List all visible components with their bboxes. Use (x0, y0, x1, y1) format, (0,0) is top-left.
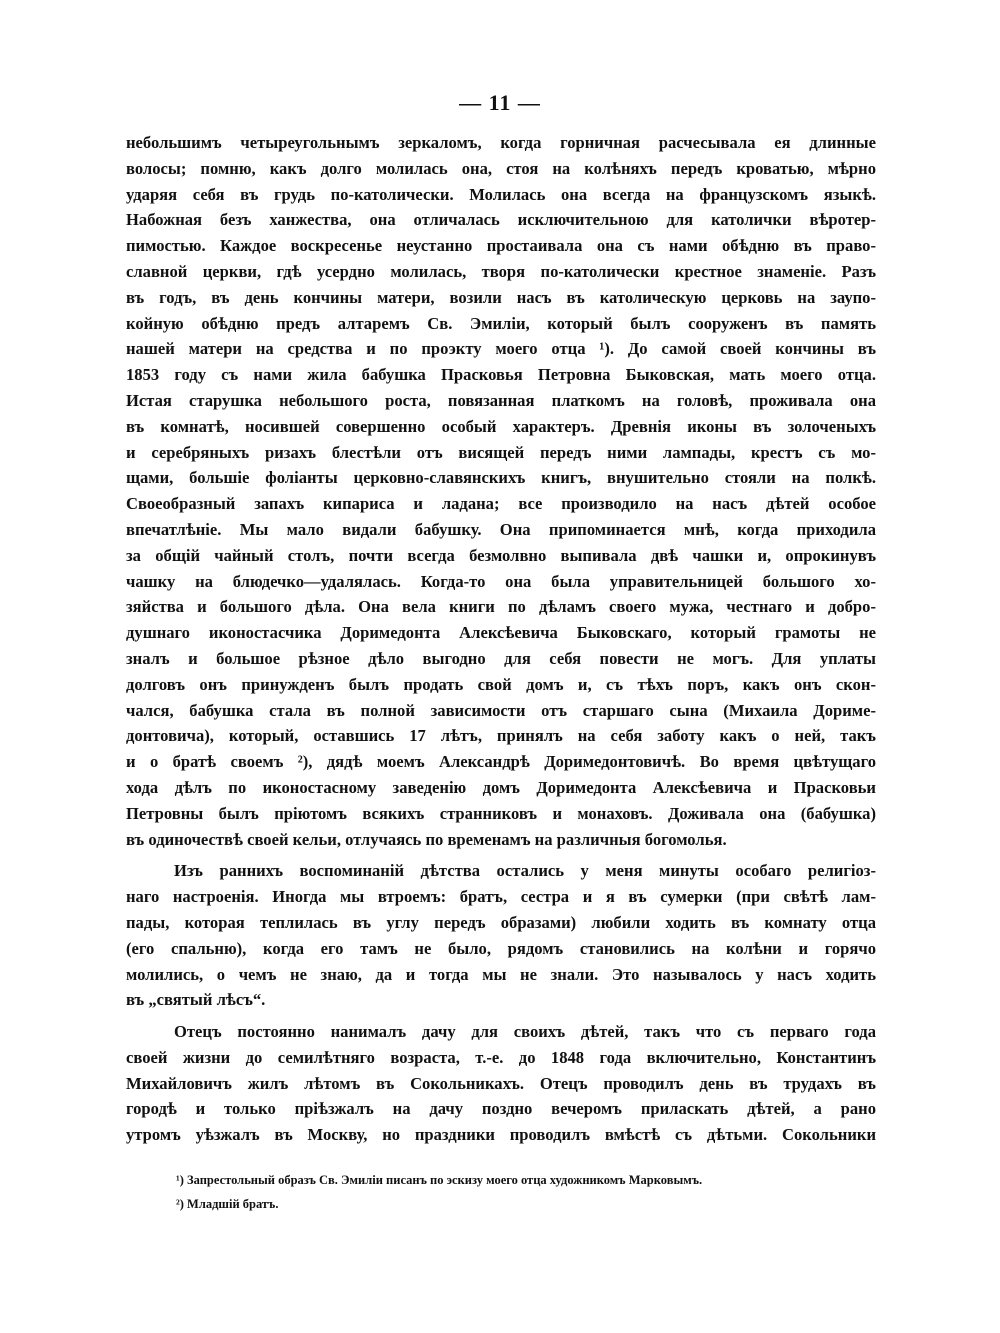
text-line: и серебряныхъ ризахъ блестѣли отъ висящей передъ ними лампады, крестъ съ мо- (126, 442, 876, 462)
text-line: донтовича), который, оставшись 17 лѣтъ, принялъ на себя заботу какъ о ней, такъ (126, 726, 876, 746)
text-line: чашку на блюдечко—удалялась. Когда-то она была управительницей большого хо- (126, 571, 876, 591)
text-line: пады, которая теплилась въ углу передъ образами) любили ходить въ комнату отца (126, 912, 876, 932)
text-line: долговъ онъ принужденъ былъ продать свой домъ и, съ тѣхъ поръ, какъ онъ скон- (126, 674, 876, 694)
text-line: (его спальню), когда его тамъ не было, рядомъ становились на колѣни и горячо (126, 938, 876, 958)
paragraph-2 (126, 858, 876, 1013)
text-line: чался, бабушка стала въ полной зависимости отъ старшаго сына (Михаила Дориме- (126, 700, 876, 720)
text-line: нашей матери на средства и по проэкту моего отца ¹). До самой своей кончины въ (126, 339, 876, 359)
text-line: пимостью. Каждое воскресенье неустанно простаивала она съ нами обѣдню въ право- (126, 236, 876, 256)
text-line: Изъ раннихъ воспоминаній дѣтства остались у меня минуты особаго религіоз- (174, 861, 876, 881)
text-line: въ годъ, въ день кончины матери, возили насъ въ католическую церковь на заупо- (126, 287, 876, 307)
text-line: Петровны былъ пріютомъ всякихъ странниковъ и монаховъ. Доживала она (бабушка) (126, 803, 876, 823)
text-line: койную обѣдню предъ алтаремъ Св. Эмиліи, который былъ сооруженъ въ память (126, 313, 876, 333)
text-line: молились, о чемъ не знаю, да и тогда мы не знали. Это называлось у насъ ходить (126, 964, 876, 984)
text-line: душнаго иконостасчика Доримедонта Алексѣевича Быковскаго, который грамоты не (126, 623, 876, 643)
text-line: славной церкви, гдѣ усердно молилась, творя по-католически крестное знаменіе. Разъ (126, 261, 876, 281)
text-line: утромъ уѣзжалъ въ Москву, но праздники проводилъ вмѣстѣ съ дѣтьми. Сокольники (126, 1125, 876, 1145)
text-line: Михайловичъ жилъ лѣтомъ въ Сокольникахъ. Отецъ проводилъ день въ трудахъ въ (126, 1073, 876, 1093)
paragraph-3 (126, 1019, 876, 1148)
text-line: Отецъ постоянно нанималъ дачу для своихъ дѣтей, такъ что съ перваго года (174, 1022, 876, 1042)
footnotes (176, 1168, 876, 1216)
text-line: ударяя себя въ грудь по-католически. Молилась она всегда на французскомъ языкѣ. (126, 184, 876, 204)
text-line: 1853 году съ нами жила бабушка Прасковья Петровна Быковская, мать моего отца. (126, 365, 876, 385)
text-line: зяйства и большого дѣла. Она вела книги по дѣламъ своего мужа, честнаго и добро- (126, 597, 876, 617)
body-text (126, 130, 876, 1154)
text-line: Набожная безъ ханжества, она отличалась исключительною для католички вѣротер- (126, 210, 876, 230)
text-line: своей жизни до семилѣтняго возраста, т.-е. до 1848 года включительно, Константинъ (126, 1047, 876, 1067)
text-line: въ „святый лѣсъ“. (126, 990, 266, 1010)
text-line: хода дѣлъ по иконостасному заведенію домъ Доримедонта Алексѣевича и Прасковьи (126, 777, 876, 797)
paragraph-1 (126, 130, 876, 852)
text-line: наго настроенія. Иногда мы втроемъ: братъ, сестра и я въ сумерки (при свѣтѣ лам- (126, 887, 876, 907)
text-line: волосы; помню, какъ долго молилась она, стоя на колѣняхъ передъ кроватью, мѣрно (126, 158, 876, 178)
text-line: зналъ и большое рѣзное дѣло выгодно для себя повести не могъ. Для уплаты (126, 648, 876, 668)
text-line: небольшимъ четыреугольнымъ зеркаломъ, когда горничная расчесывала ея длинные (126, 133, 876, 152)
text-line: и о братѣ своемъ ²), дядѣ моемъ Александрѣ Доримедонтовичѣ. Во время цвѣтущаго (126, 752, 876, 772)
text-line: за общій чайный столъ, почти всегда безмолвно выпивала двѣ чашки и, опрокинувъ (126, 545, 876, 565)
text-line: Истая старушка небольшого роста, повязанная платкомъ на головѣ, проживала она (126, 390, 876, 410)
text-line: въ комнатѣ, носившей совершенно особый характеръ. Древнія иконы въ золоченыхъ (126, 416, 876, 436)
text-line: городѣ и только пріѣзжалъ на дачу поздно вечеромъ приласкать дѣтей, а рано (126, 1099, 876, 1119)
page-number: — 11 — (459, 90, 541, 115)
text-line: щами, большіе фоліанты церковно-славянскихъ книгъ, внушительно стояли на полкѣ. (126, 468, 876, 488)
footnote-2: ²) Младшій братъ. (176, 1197, 279, 1211)
text-line: впечатлѣніе. Мы мало видали бабушку. Она припоминается мнѣ, когда приходила (126, 519, 876, 539)
text-line: Своеобразный запахъ кипариса и ладана; все производило на насъ дѣтей особое (126, 494, 876, 514)
text-line: въ одиночествѣ своей кельи, отлучаясь по временамъ на различныя богомолья. (126, 829, 727, 849)
footnote-1: ¹) Запрестольный образъ Св. Эмиліи писанъ по эскизу моего отца художникомъ Марковымъ. (176, 1173, 703, 1187)
